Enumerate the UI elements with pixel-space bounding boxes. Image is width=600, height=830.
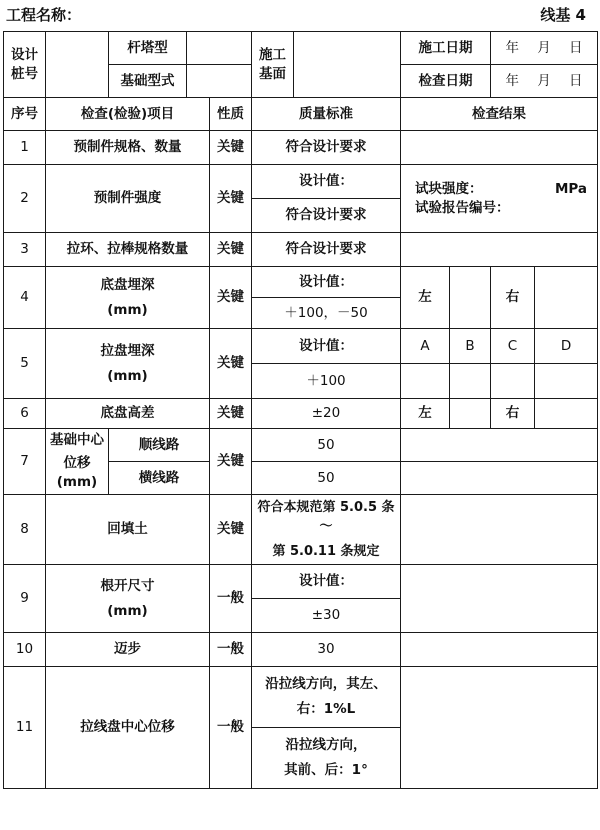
row-no: 5	[4, 329, 46, 399]
row-standard: ＋100，－50	[252, 298, 401, 329]
row-item: 根开尺寸 (mm)	[46, 565, 210, 633]
row-standard: 50	[252, 429, 401, 462]
row-result[interactable]	[401, 495, 598, 565]
row-nature: 一般	[210, 667, 252, 789]
row-no: 6	[4, 399, 46, 429]
row-result[interactable]	[401, 233, 598, 267]
row-nature: 关键	[210, 131, 252, 165]
col-nature: 性质	[210, 98, 252, 131]
result-d-value[interactable]	[535, 364, 598, 399]
row-no: 9	[4, 565, 46, 633]
base-surface-value[interactable]	[294, 32, 401, 98]
row-item: 预制件规格、数量	[46, 131, 210, 165]
design-pile-no-label: 设计 桩号	[4, 32, 46, 98]
row-no: 8	[4, 495, 46, 565]
result-right-label: 右	[491, 399, 535, 429]
result-d-label: D	[535, 329, 598, 364]
base-surface-label: 施工 基面	[252, 32, 294, 98]
col-item: 检查(检验)项目	[46, 98, 210, 131]
result-a-label: A	[401, 329, 450, 364]
row-result-strength[interactable]: 试块强度： MPa 试验报告编号：	[401, 165, 598, 233]
result-left-label: 左	[401, 399, 450, 429]
table-row	[4, 233, 598, 267]
row-nature: 关键	[210, 267, 252, 329]
row-standard: ±30	[252, 599, 401, 633]
foundation-type-value[interactable]	[187, 65, 252, 98]
row-item: 拉环、拉棒规格数量	[46, 233, 210, 267]
table-row	[4, 495, 598, 565]
row-item: 回填土	[46, 495, 210, 565]
row-no: 2	[4, 165, 46, 233]
row-item: 底盘高差	[46, 399, 210, 429]
result-left-value[interactable]	[450, 399, 491, 429]
row-standard-longitudinal: 沿拉线方向， 其前、后：1°	[252, 728, 401, 789]
inspection-date-value[interactable]: 年 月 日	[491, 65, 598, 98]
row-standard: 符合设计要求	[252, 131, 401, 165]
construction-date-value[interactable]: 年 月 日	[491, 32, 598, 65]
row-standard: 符合设计要求	[252, 199, 401, 233]
row-result[interactable]	[401, 667, 598, 789]
row-item: 基础中心 位移(mm)	[46, 429, 109, 495]
result-right-value[interactable]	[535, 399, 598, 429]
row-nature: 一般	[210, 565, 252, 633]
row-no: 10	[4, 633, 46, 667]
inspection-date-label: 检查日期	[401, 65, 491, 98]
row-nature: 一般	[210, 633, 252, 667]
row-nature: 关键	[210, 495, 252, 565]
row-item: 预制件强度	[46, 165, 210, 233]
row-nature: 关键	[210, 399, 252, 429]
table-row	[4, 399, 598, 429]
row-standard: 30	[252, 633, 401, 667]
tower-type-value[interactable]	[187, 32, 252, 65]
foundation-type-label: 基础型式	[109, 65, 187, 98]
row-result[interactable]	[401, 462, 598, 495]
row-nature: 关键	[210, 233, 252, 267]
row-nature: 关键	[210, 429, 252, 495]
result-right-value[interactable]	[535, 267, 598, 329]
row-standard: 50	[252, 462, 401, 495]
table-row	[4, 131, 598, 165]
row-nature: 关键	[210, 165, 252, 233]
row-standard-design-value: 设计值：	[252, 565, 401, 599]
row-item: 拉线盘中心位移	[46, 667, 210, 789]
row-result[interactable]	[401, 633, 598, 667]
form-code: 线基 4	[540, 6, 586, 24]
result-c-label: C	[491, 329, 535, 364]
column-header-row	[4, 98, 598, 131]
col-standard: 质量标准	[252, 98, 401, 131]
row-no: 3	[4, 233, 46, 267]
table-row	[4, 329, 598, 364]
top-row-1	[4, 32, 598, 65]
row-item: 底盘埋深 (mm)	[46, 267, 210, 329]
row-standard: ＋100	[252, 364, 401, 399]
result-b-value[interactable]	[450, 364, 491, 399]
result-c-value[interactable]	[491, 364, 535, 399]
row-no: 7	[4, 429, 46, 495]
row-nature: 关键	[210, 329, 252, 399]
row-standard: 符合设计要求	[252, 233, 401, 267]
row-standard: 符合本规范第 5.0.5 条～ 第 5.0.11 条规定	[252, 495, 401, 565]
project-name-label: 工程名称：	[6, 6, 82, 24]
table-row	[4, 267, 598, 298]
row-no: 4	[4, 267, 46, 329]
table-row	[4, 165, 598, 199]
row-subitem-across-line: 横线路	[109, 462, 210, 495]
row-no: 11	[4, 667, 46, 789]
row-item: 拉盘埋深 (mm)	[46, 329, 210, 399]
result-a-value[interactable]	[401, 364, 450, 399]
table-row	[4, 667, 598, 728]
table-row	[4, 565, 598, 599]
row-result[interactable]	[401, 565, 598, 633]
row-standard-design-value: 设计值：	[252, 329, 401, 364]
col-seq: 序号	[4, 98, 46, 131]
table-row	[4, 633, 598, 667]
row-result[interactable]	[401, 131, 598, 165]
result-left-label: 左	[401, 267, 450, 329]
row-item: 迈步	[46, 633, 210, 667]
inspection-form-table	[3, 31, 598, 789]
result-right-label: 右	[491, 267, 535, 329]
tower-type-label: 杆塔型	[109, 32, 187, 65]
construction-date-label: 施工日期	[401, 32, 491, 65]
table-row	[4, 429, 598, 462]
row-standard-design-value: 设计值：	[252, 165, 401, 199]
row-subitem-along-line: 顺线路	[109, 429, 210, 462]
row-result[interactable]	[401, 429, 598, 462]
row-standard: ±20	[252, 399, 401, 429]
design-pile-no-value[interactable]	[46, 32, 109, 98]
row-standard-lateral: 沿拉线方向，其左、 右：1%L	[252, 667, 401, 728]
row-no: 1	[4, 131, 46, 165]
row-standard-design-value: 设计值：	[252, 267, 401, 298]
result-left-value[interactable]	[450, 267, 491, 329]
result-b-label: B	[450, 329, 491, 364]
col-result: 检查结果	[401, 98, 598, 131]
